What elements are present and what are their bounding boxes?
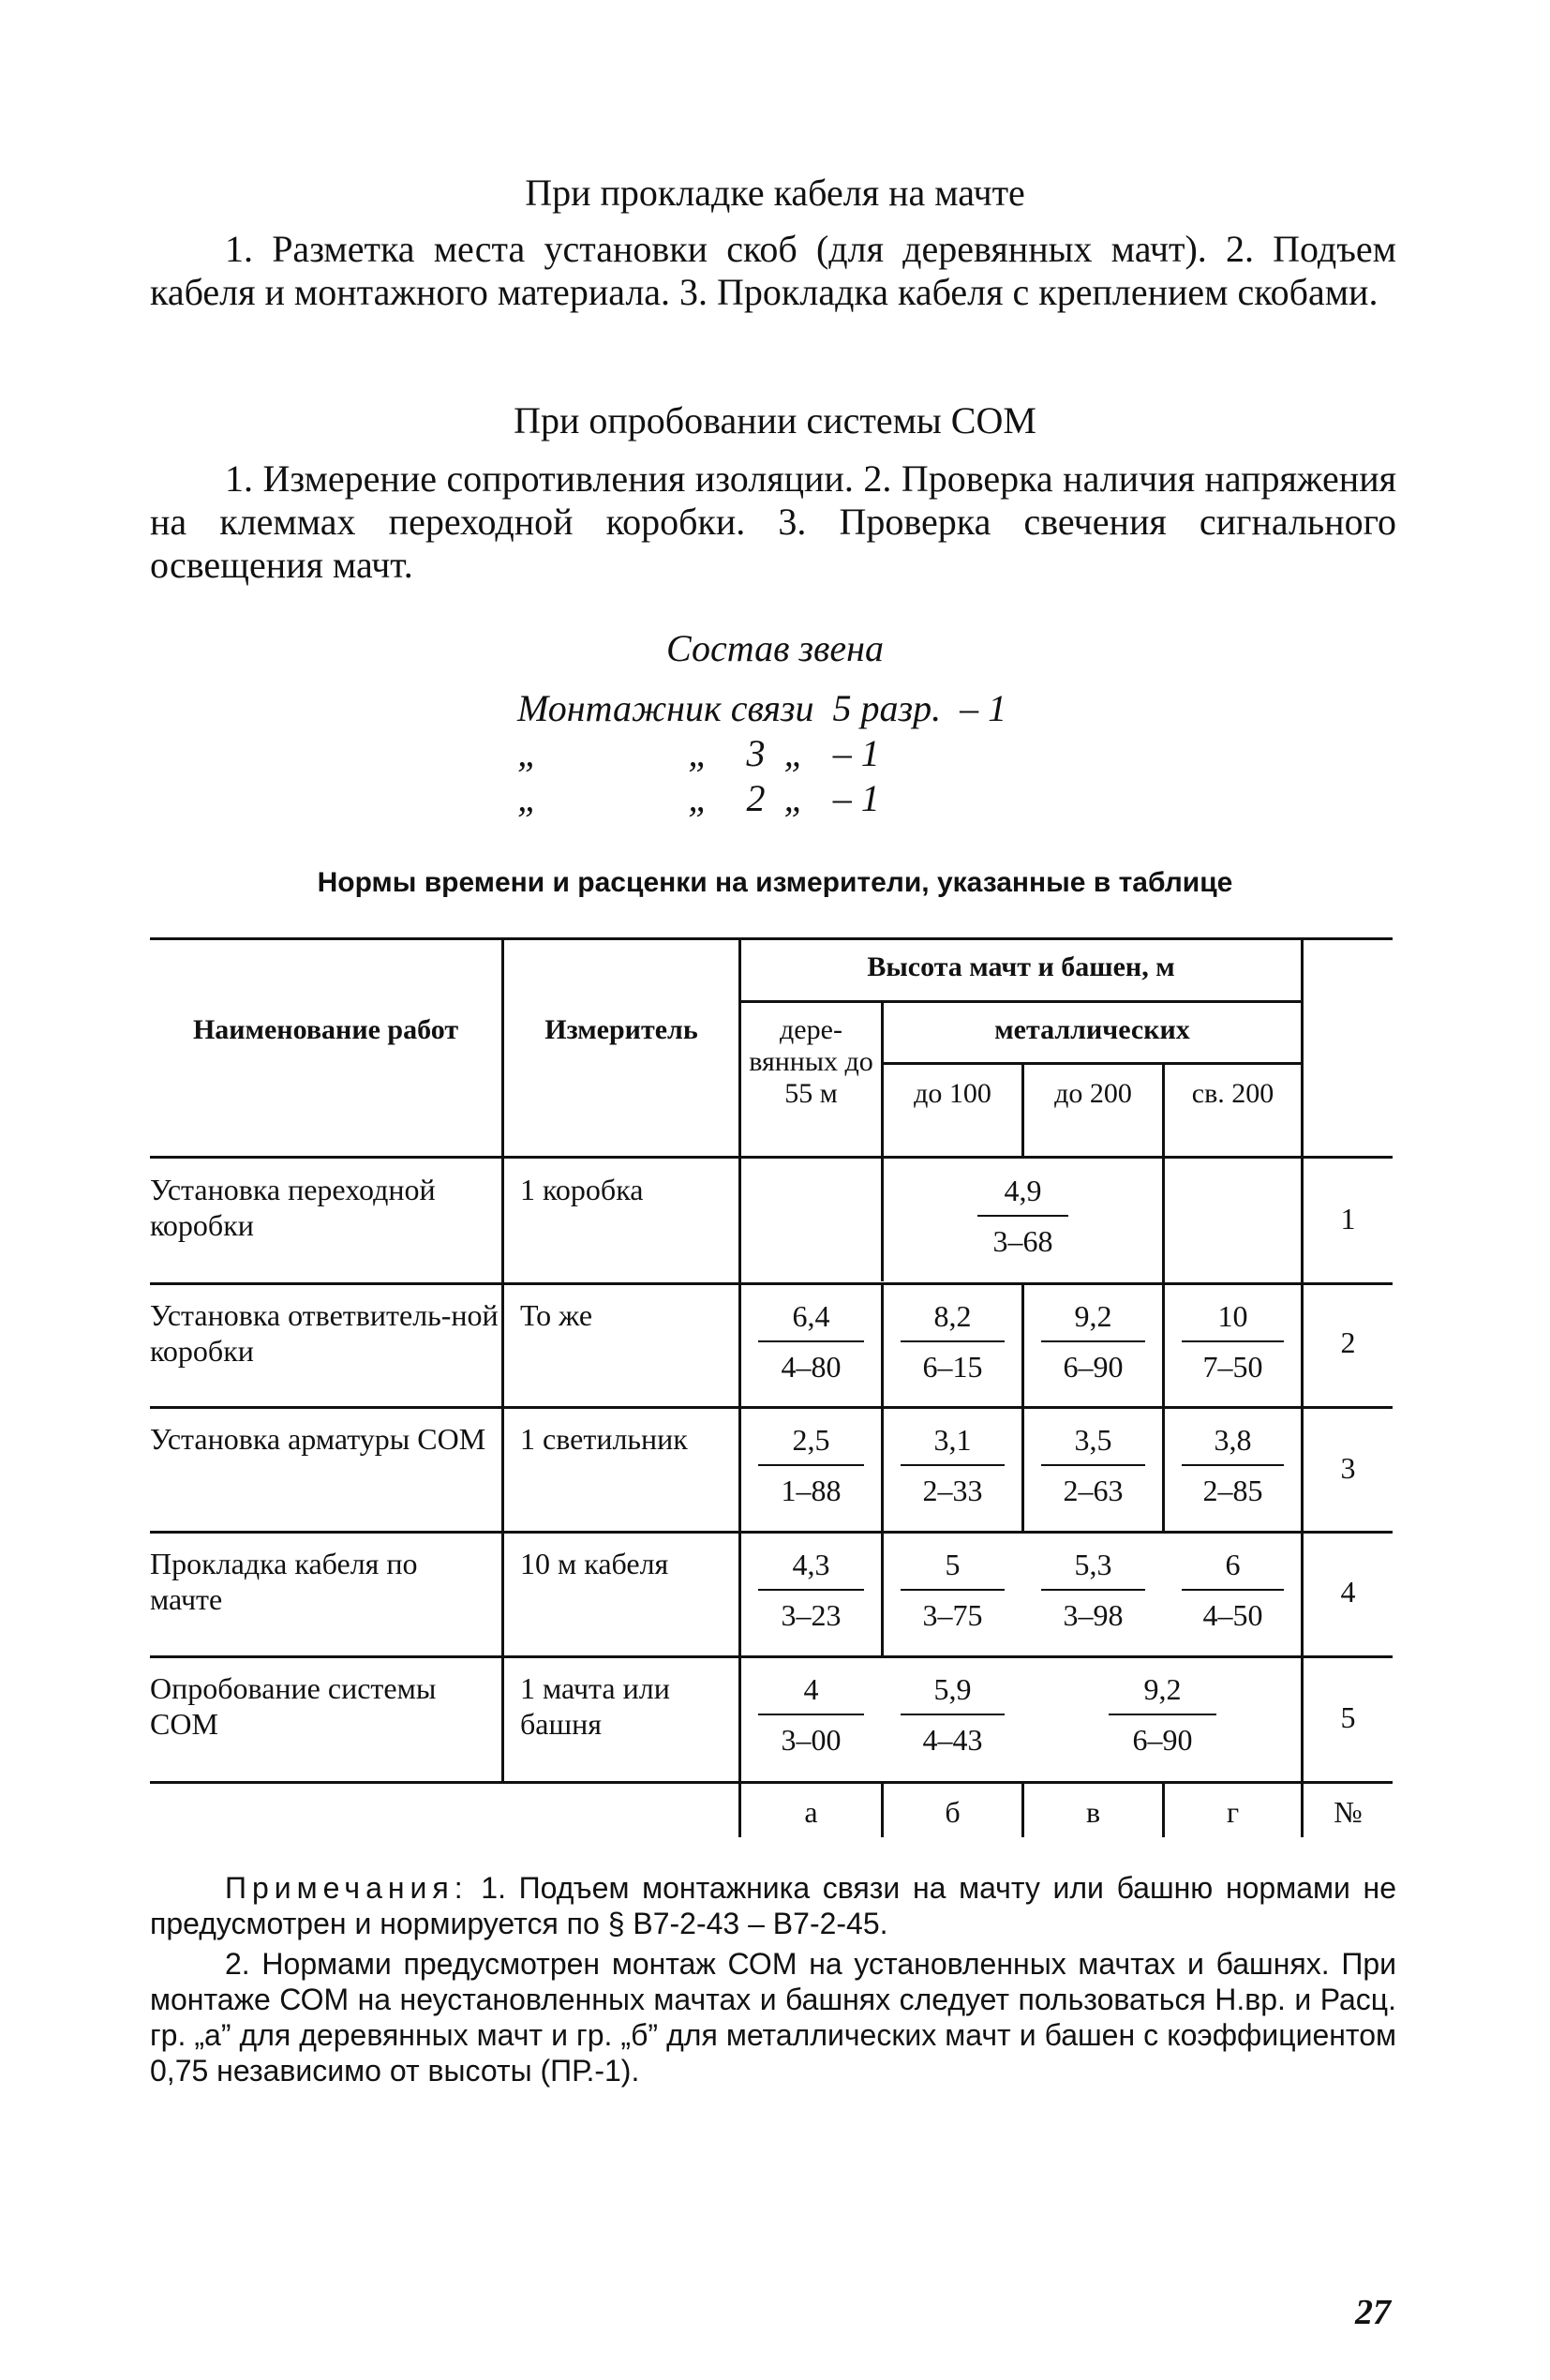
crew-line-2: „ „ 3 „ – 1 [517,732,880,774]
row1-name: Установка переходной коробки [150,1173,436,1242]
header-unit: Измеритель [544,1014,698,1045]
row2-value-c: 9,2 6–90 [1024,1297,1162,1385]
row1-value-span: 4,9 3–68 [884,1172,1162,1260]
column-letter-b: б [945,1795,961,1829]
row5-value-cd: 9,2 6–90 [1024,1670,1301,1759]
row2-value-b: 8,2 6–15 [884,1297,1021,1385]
row2-number: 2 [1340,1325,1356,1359]
header-to-100: до 100 [914,1078,991,1109]
row5-unit: 1 мачта или башня [520,1671,670,1741]
note-2: 2. Нормами предусмотрен монтаж СОМ на установленных мачтах и башнях. При монтаже СОМ на неустановленных мачтах и башнях следует пользоваться Н.вр. и Расц. гр. „а” для деревянных мачт и гр. „б” для металлических мачт и башен с коэффициентом 0,75 независимо от высоты (ПР.-1). [150,1947,1396,2088]
header-over-200: св. 200 [1191,1078,1274,1109]
note-1 [150,1870,1396,1941]
row2-name: Установка ответвитель-ной коробки [150,1298,499,1368]
note-1-text: 1. Подъем монтажника связи на мачту или башню нормами не предусмотрен и нормируется по § В7-2-43 – В7-2-45. [150,1871,1396,1940]
section-text-testing: 1. Измерение сопротивления изоляции. 2. Проверка наличия напряжения на клеммах переходной коробки. 3. Проверка свечения сигнального освещения мачт. [150,457,1396,586]
row2-unit: То же [520,1298,593,1332]
header-wooden: дере-вянных до 55 м [749,1014,873,1109]
row3-number: 3 [1340,1451,1356,1485]
column-letter-a: а [804,1795,818,1829]
row3-value-b: 3,1 2–33 [884,1421,1021,1509]
row4-value-d: 6 4–50 [1165,1546,1301,1634]
column-letter-c: в [1085,1795,1101,1829]
header-work: Наименование работ [192,1014,459,1045]
column-letter-d: г [1226,1795,1240,1829]
crew-line-3: „ „ 2 „ – 1 [517,777,880,819]
column-letter-number: № [1334,1795,1363,1829]
section-text-cable: 1. Разметка места установки скоб (для деревянных мачт). 2. Подъем кабеля и монтажного материала. 3. Прокладка кабеля с креплением скобами. [150,228,1396,313]
section-heading-testing: При опробовании системы СОМ [514,399,1036,442]
row3-name: Установка арматуры СОМ [150,1422,486,1456]
row2-value-a: 6,4 4–80 [741,1297,881,1385]
header-to-200: до 200 [1054,1078,1132,1109]
row2-value-d: 10 7–50 [1165,1297,1301,1385]
row4-unit: 10 м кабеля [520,1547,669,1580]
row4-value-c: 5,3 3–98 [1024,1546,1162,1634]
row4-value-a: 4,3 3–23 [741,1546,881,1634]
row4-number: 4 [1340,1575,1356,1609]
crew-line-1: Монтажник связи 5 разр. – 1 [517,687,1007,729]
page-number: 27 [1355,2293,1391,2332]
header-metal: металлических [994,1014,1190,1045]
row3-unit: 1 светильник [520,1422,688,1456]
row3-value-c: 3,5 2–63 [1024,1421,1162,1509]
row3-value-a: 2,5 1–88 [741,1421,881,1509]
header-height: Высота мачт и башен, м [867,951,1175,982]
row1-number: 1 [1340,1202,1356,1235]
row5-name: Опробование системы СОМ [150,1671,437,1741]
row5-value-b: 5,9 4–43 [884,1670,1021,1759]
row4-name: Прокладка кабеля по мачте [150,1547,418,1616]
row1-unit: 1 коробка [520,1173,644,1206]
row3-value-d: 3,8 2–85 [1165,1421,1301,1509]
crew-title: Состав звена [665,627,884,669]
row5-number: 5 [1340,1700,1356,1734]
table-title: Нормы времени и расценки на измерители, указанные в таблице [317,867,1233,898]
section-heading-cable: При прокладке кабеля на мачте [525,172,1025,214]
notes-label: Примечания: [225,1871,469,1905]
row5-value-a: 4 3–00 [741,1670,881,1759]
row4-value-b: 5 3–75 [884,1546,1021,1634]
